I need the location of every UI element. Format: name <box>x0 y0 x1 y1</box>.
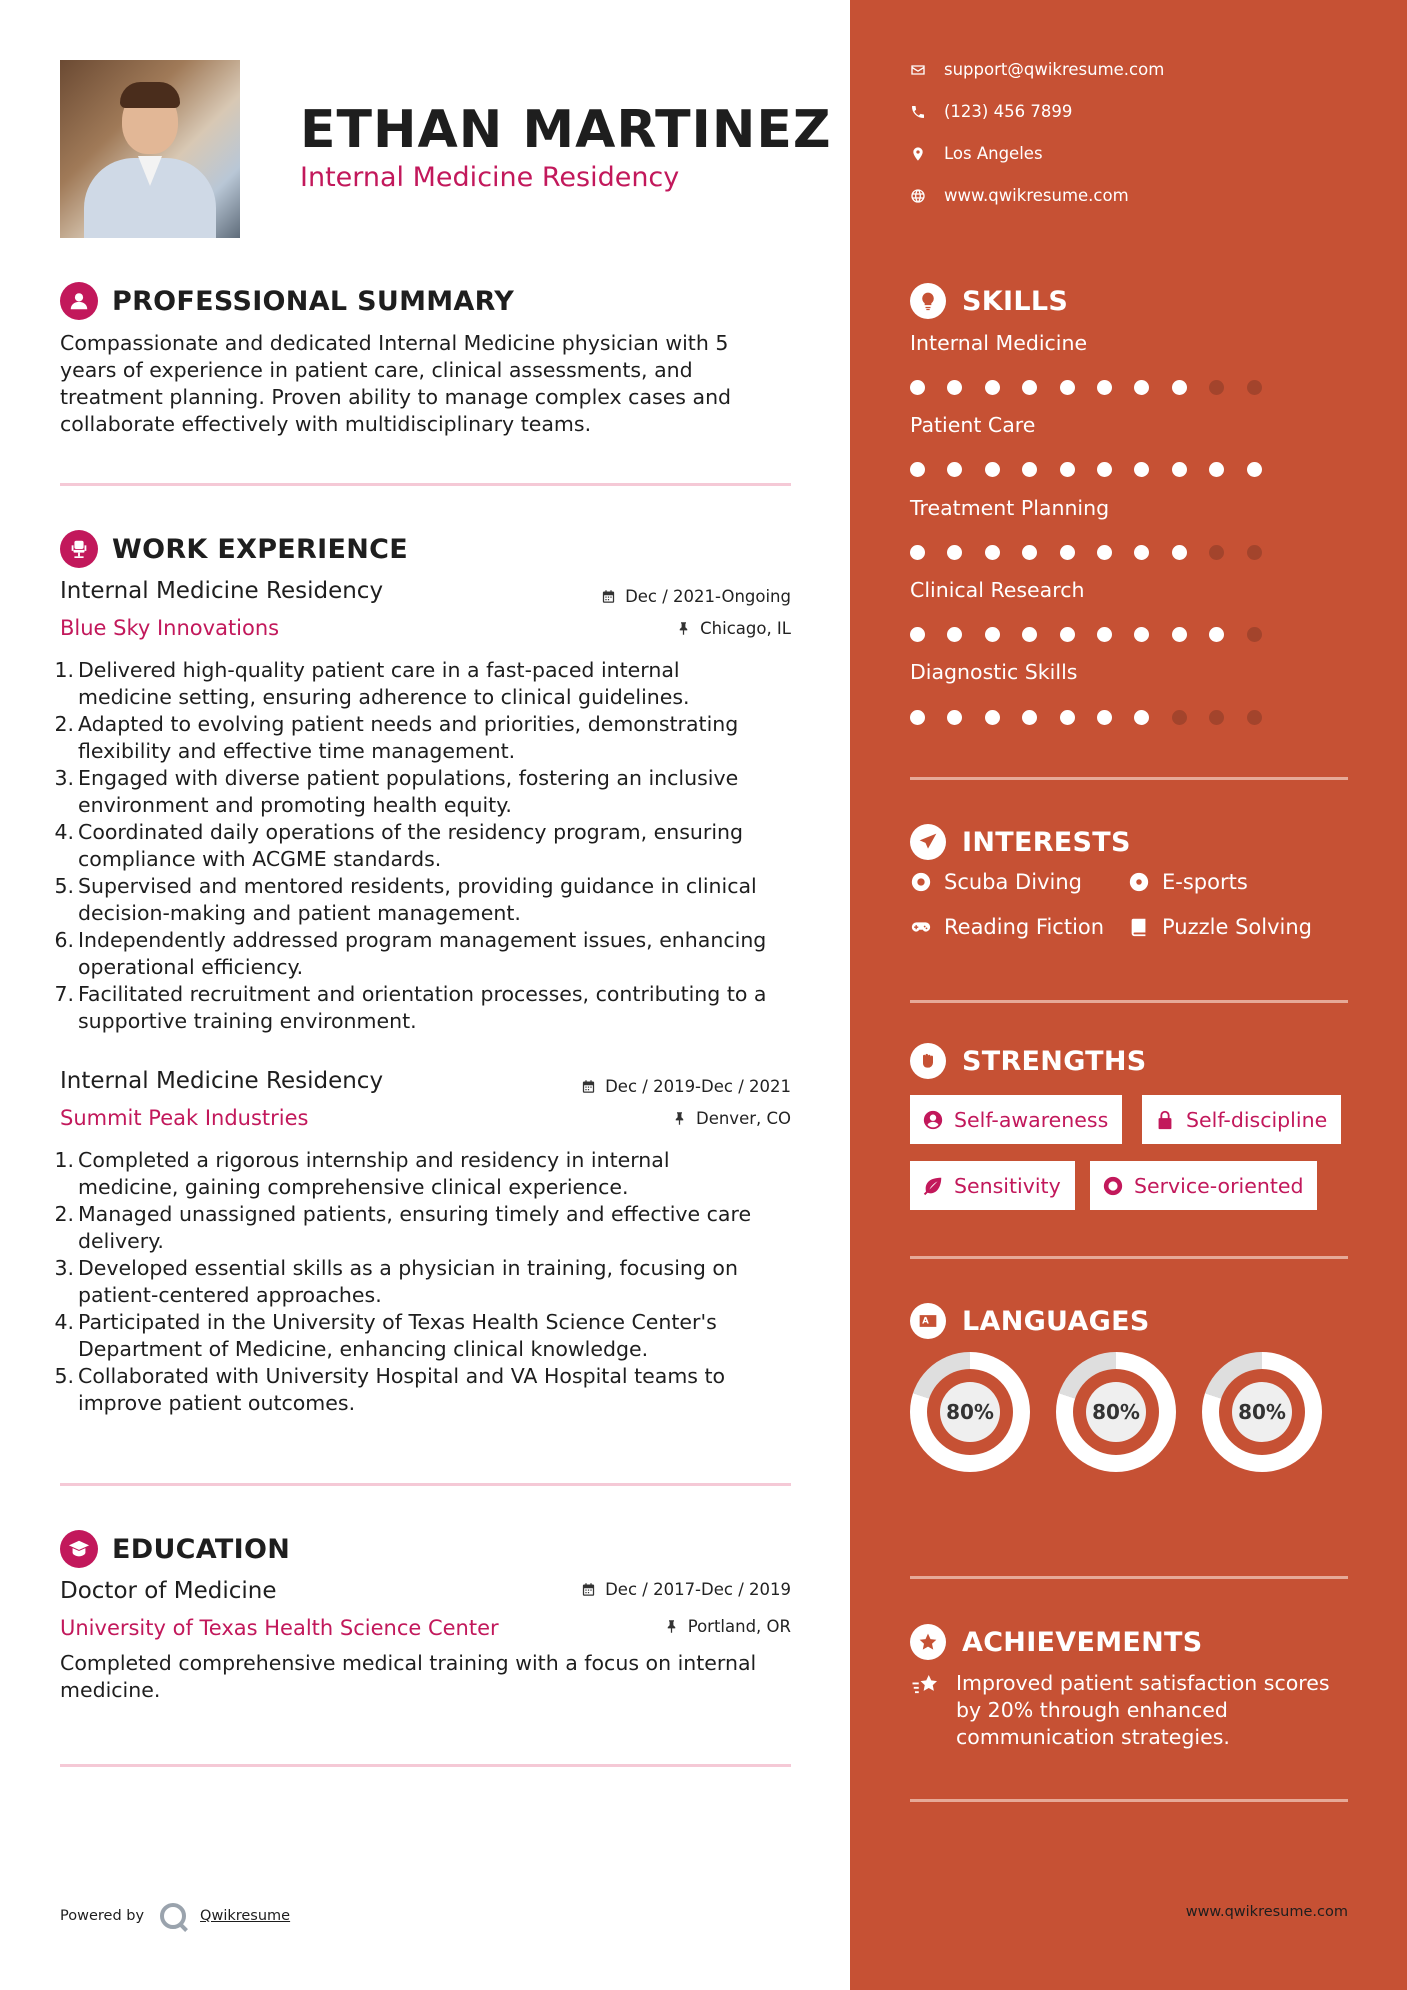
skill-dot-filled <box>947 627 962 642</box>
language-percent: 80% <box>940 1382 1000 1442</box>
language-ring <box>1056 1352 1176 1472</box>
skill-dot-empty <box>1247 710 1262 725</box>
powered-by <box>60 1903 290 1929</box>
skill-dot-filled <box>1022 380 1037 395</box>
calendar-icon <box>581 1079 596 1094</box>
skill-dot-filled <box>985 545 1000 560</box>
skill-dot-empty <box>1209 380 1224 395</box>
skill-dot-filled <box>1097 462 1112 477</box>
skill-rating <box>910 710 1284 725</box>
skill-dot-filled <box>910 627 925 642</box>
skill-dot-filled <box>1060 545 1075 560</box>
interests-heading <box>910 824 1131 860</box>
languages-title: LANGUAGES <box>962 1305 1150 1337</box>
pin-icon <box>672 1111 687 1126</box>
pin-icon <box>676 621 691 636</box>
list-item: 4. Participated in the University of Texas Health Science Center's Department of Medicine, enhancing clinical knowledge. <box>54 1310 717 1361</box>
website-text: www.qwikresume.com <box>944 186 1129 205</box>
strengths-heading <box>910 1043 1147 1079</box>
interests-title: INTERESTS <box>962 826 1131 858</box>
job-title: Internal Medicine Residency <box>60 578 384 604</box>
education-location-text: Portland, OR <box>687 1617 791 1636</box>
location-text: Los Angeles <box>944 144 1043 163</box>
translate-icon <box>910 1303 946 1339</box>
list-item: 4. Coordinated daily operations of the residency program, ensuring compliance with ACGME standards. <box>54 820 744 871</box>
skill-dot-filled <box>947 545 962 560</box>
achievements-heading <box>910 1624 1203 1660</box>
interest-label: E-sports <box>1162 870 1248 894</box>
skill-dot-filled <box>985 462 1000 477</box>
brand-link[interactable]: Qwikresume <box>200 1908 291 1924</box>
school-name: University of Texas Health Science Center <box>60 1616 499 1640</box>
shooting-star-icon <box>910 1670 940 1700</box>
strength-tag <box>910 1095 1122 1144</box>
skill-dot-filled <box>910 462 925 477</box>
divider <box>60 1764 791 1767</box>
job-bullets <box>52 657 797 1035</box>
divider <box>910 1576 1348 1579</box>
skill-dot-empty <box>1209 545 1224 560</box>
user-icon <box>60 282 98 320</box>
skill-dot-filled <box>1134 627 1149 642</box>
degree-title: Doctor of Medicine <box>60 1578 277 1604</box>
divider <box>60 1483 791 1486</box>
calendar-icon <box>581 1582 596 1597</box>
job-date-text: Dec / 2021-Ongoing <box>625 587 791 606</box>
job-date <box>601 587 791 606</box>
envelope-icon <box>910 62 926 78</box>
qwikresume-logo-icon <box>160 1903 186 1929</box>
lightbulb-icon <box>910 283 946 319</box>
skill-rating <box>910 380 1284 395</box>
skill-name: Internal Medicine <box>910 331 1088 355</box>
leaf-icon <box>922 1175 944 1197</box>
skill-dot-empty <box>1209 710 1224 725</box>
skill-dot-filled <box>910 710 925 725</box>
strength-label: Self-discipline <box>1186 1107 1328 1132</box>
skill-rating <box>910 627 1284 642</box>
skill-dot-filled <box>910 545 925 560</box>
interest-item <box>910 870 1082 894</box>
job-location-text: Chicago, IL <box>700 619 791 638</box>
education-heading <box>60 1530 290 1568</box>
skill-dot-filled <box>1060 710 1075 725</box>
job-company: Blue Sky Innovations <box>60 616 280 640</box>
skill-dot-empty <box>1247 545 1262 560</box>
divider <box>910 1799 1348 1802</box>
candidate-name: ETHAN MARTINEZ <box>300 100 832 160</box>
strength-tag <box>1142 1095 1341 1144</box>
list-item: 3. Engaged with diverse patient populations, fostering an inclusive environment and promoting health equity. <box>54 766 739 817</box>
skills-title: SKILLS <box>962 285 1069 317</box>
skill-dot-filled <box>1022 545 1037 560</box>
interest-item <box>910 915 1104 939</box>
skill-dot-filled <box>910 380 925 395</box>
skill-rating <box>910 462 1284 477</box>
contact-location <box>910 144 1043 163</box>
skill-dot-empty <box>1172 710 1187 725</box>
experience-title: WORK EXPERIENCE <box>112 533 408 565</box>
lifebuoy-icon <box>1128 871 1150 893</box>
language-percent: 80% <box>1086 1382 1146 1442</box>
skill-dot-filled <box>1134 462 1149 477</box>
interest-label: Puzzle Solving <box>1162 915 1312 939</box>
list-item: 2. Adapted to evolving patient needs and priorities, demonstrating flexibility and effective time management. <box>54 712 739 763</box>
divider <box>910 777 1348 780</box>
globe-icon <box>910 188 926 204</box>
list-item: 3. Developed essential skills as a physician in training, focusing on patient-centered approaches. <box>54 1256 738 1307</box>
contact-website[interactable] <box>910 186 1129 205</box>
skill-dot-filled <box>1097 710 1112 725</box>
achievements-title: ACHIEVEMENTS <box>962 1626 1203 1658</box>
interest-item <box>1128 915 1312 939</box>
achievement-item <box>910 1670 1356 1751</box>
skill-dot-filled <box>1172 380 1187 395</box>
language-item <box>1202 1352 1322 1472</box>
job-location <box>676 619 791 638</box>
skill-dot-filled <box>1097 627 1112 642</box>
skill-dot-filled <box>1134 710 1149 725</box>
skill-name: Diagnostic Skills <box>910 660 1078 684</box>
star-badge-icon <box>910 1624 946 1660</box>
divider <box>910 1000 1348 1003</box>
phone-icon <box>910 104 926 120</box>
skill-name: Patient Care <box>910 413 1036 437</box>
strength-label: Service-oriented <box>1134 1173 1304 1198</box>
language-ring <box>1202 1352 1322 1472</box>
lifebuoy-icon <box>910 871 932 893</box>
skill-dot-filled <box>1134 545 1149 560</box>
skill-dot-filled <box>1060 462 1075 477</box>
skill-dot-filled <box>985 710 1000 725</box>
skill-dot-filled <box>1172 545 1187 560</box>
language-item <box>1056 1352 1176 1472</box>
map-pin-icon <box>910 146 926 162</box>
skill-dot-filled <box>1022 462 1037 477</box>
skill-dot-filled <box>1060 380 1075 395</box>
strength-tag <box>910 1161 1075 1210</box>
skill-dot-filled <box>947 380 962 395</box>
list-item: 1. Delivered high-quality patient care in a fast-paced internal medicine setting, ensuring adherence to clinical guidelines. <box>54 658 690 709</box>
achievement-text: Improved patient satisfaction scores by 20% through enhanced communication strategies. <box>956 1671 1330 1749</box>
job-bullets <box>52 1147 797 1417</box>
lock-icon <box>1154 1109 1176 1131</box>
book-icon <box>1128 916 1150 938</box>
job-date-text: Dec / 2019-Dec / 2021 <box>605 1077 791 1096</box>
skill-dot-empty <box>1247 627 1262 642</box>
job-date <box>581 1077 791 1096</box>
language-ring <box>910 1352 1030 1472</box>
skill-dot-filled <box>985 627 1000 642</box>
strength-label: Sensitivity <box>954 1173 1061 1198</box>
list-item: 2. Managed unassigned patients, ensuring timely and effective care delivery. <box>54 1202 752 1253</box>
powered-by-label: Powered by <box>60 1908 145 1924</box>
candidate-role: Internal Medicine Residency <box>300 162 680 193</box>
list-item: 5. Supervised and mentored residents, providing guidance in clinical decision-making and patient management. <box>54 874 757 925</box>
skill-dot-filled <box>1097 545 1112 560</box>
skill-dot-filled <box>1209 627 1224 642</box>
strength-tag <box>1090 1161 1317 1210</box>
pin-icon <box>664 1619 679 1634</box>
profile-photo <box>60 60 240 238</box>
contact-email[interactable] <box>910 60 1164 79</box>
divider <box>60 483 791 486</box>
language-item <box>910 1352 1030 1472</box>
skill-name: Clinical Research <box>910 578 1085 602</box>
strength-label: Self-awareness <box>954 1107 1109 1132</box>
summary-text: Compassionate and dedicated Internal Medicine physician with 5 years of experience in patient care, clinical assessments, and treatment planning. Proven ability to manage complex cases and collaborate effectively with multidisciplinary teams. <box>60 331 732 436</box>
skill-dot-empty <box>1247 380 1262 395</box>
skill-dot-filled <box>1022 627 1037 642</box>
job-company: Summit Peak Industries <box>60 1106 309 1130</box>
user-circle-icon <box>922 1109 944 1131</box>
skill-dot-filled <box>1172 462 1187 477</box>
email-text: support@qwikresume.com <box>944 60 1165 79</box>
languages-heading <box>910 1303 1150 1339</box>
job-location <box>672 1109 791 1128</box>
summary-heading <box>60 282 514 320</box>
interest-label: Reading Fiction <box>944 915 1105 939</box>
list-item: 7. Facilitated recruitment and orientation processes, contributing to a supportive training environment. <box>54 982 767 1033</box>
graduation-cap-icon <box>60 1530 98 1568</box>
paper-plane-icon <box>910 824 946 860</box>
education-description: Completed comprehensive medical training with a focus on internal medicine. <box>60 1651 757 1702</box>
skill-dot-filled <box>947 462 962 477</box>
strengths-title: STRENGTHS <box>962 1045 1147 1077</box>
skill-dot-filled <box>1247 462 1262 477</box>
education-title: EDUCATION <box>112 1533 291 1565</box>
education-date-text: Dec / 2017-Dec / 2019 <box>605 1580 791 1599</box>
education-location <box>664 1617 791 1636</box>
skill-dot-filled <box>985 380 1000 395</box>
skill-rating <box>910 545 1284 560</box>
phone-text: (123) 456 7899 <box>944 102 1073 121</box>
lifebuoy-icon <box>1102 1175 1124 1197</box>
skill-dot-filled <box>1134 380 1149 395</box>
list-item: 1. Completed a rigorous internship and residency in internal medicine, gaining comprehensive clinical experience. <box>54 1148 670 1199</box>
skill-dot-filled <box>1209 462 1224 477</box>
experience-heading <box>60 530 408 568</box>
office-chair-icon <box>60 530 98 568</box>
list-item: 6. Independently addressed program management issues, enhancing operational efficiency. <box>54 928 767 979</box>
education-date <box>581 1580 791 1599</box>
skill-dot-filled <box>1060 627 1075 642</box>
fist-icon <box>910 1043 946 1079</box>
contact-phone[interactable] <box>910 102 1072 121</box>
job-title: Internal Medicine Residency <box>60 1068 384 1094</box>
skill-name: Treatment Planning <box>910 496 1110 520</box>
interest-label: Scuba Diving <box>944 870 1082 894</box>
skill-dot-filled <box>947 710 962 725</box>
skill-dot-filled <box>1022 710 1037 725</box>
language-percent: 80% <box>1232 1382 1292 1442</box>
gamepad-icon <box>910 916 932 938</box>
interest-item <box>1128 870 1248 894</box>
calendar-icon <box>601 589 616 604</box>
footer-website[interactable]: www.qwikresume.com <box>1185 1904 1348 1920</box>
skill-dot-filled <box>1172 627 1187 642</box>
list-item: 5. Collaborated with University Hospital and VA Hospital teams to improve patient outcomes. <box>54 1364 726 1415</box>
job-location-text: Denver, CO <box>695 1109 791 1128</box>
skill-dot-filled <box>1097 380 1112 395</box>
skills-heading <box>910 283 1068 319</box>
summary-title: PROFESSIONAL SUMMARY <box>112 285 515 317</box>
divider <box>910 1256 1348 1259</box>
